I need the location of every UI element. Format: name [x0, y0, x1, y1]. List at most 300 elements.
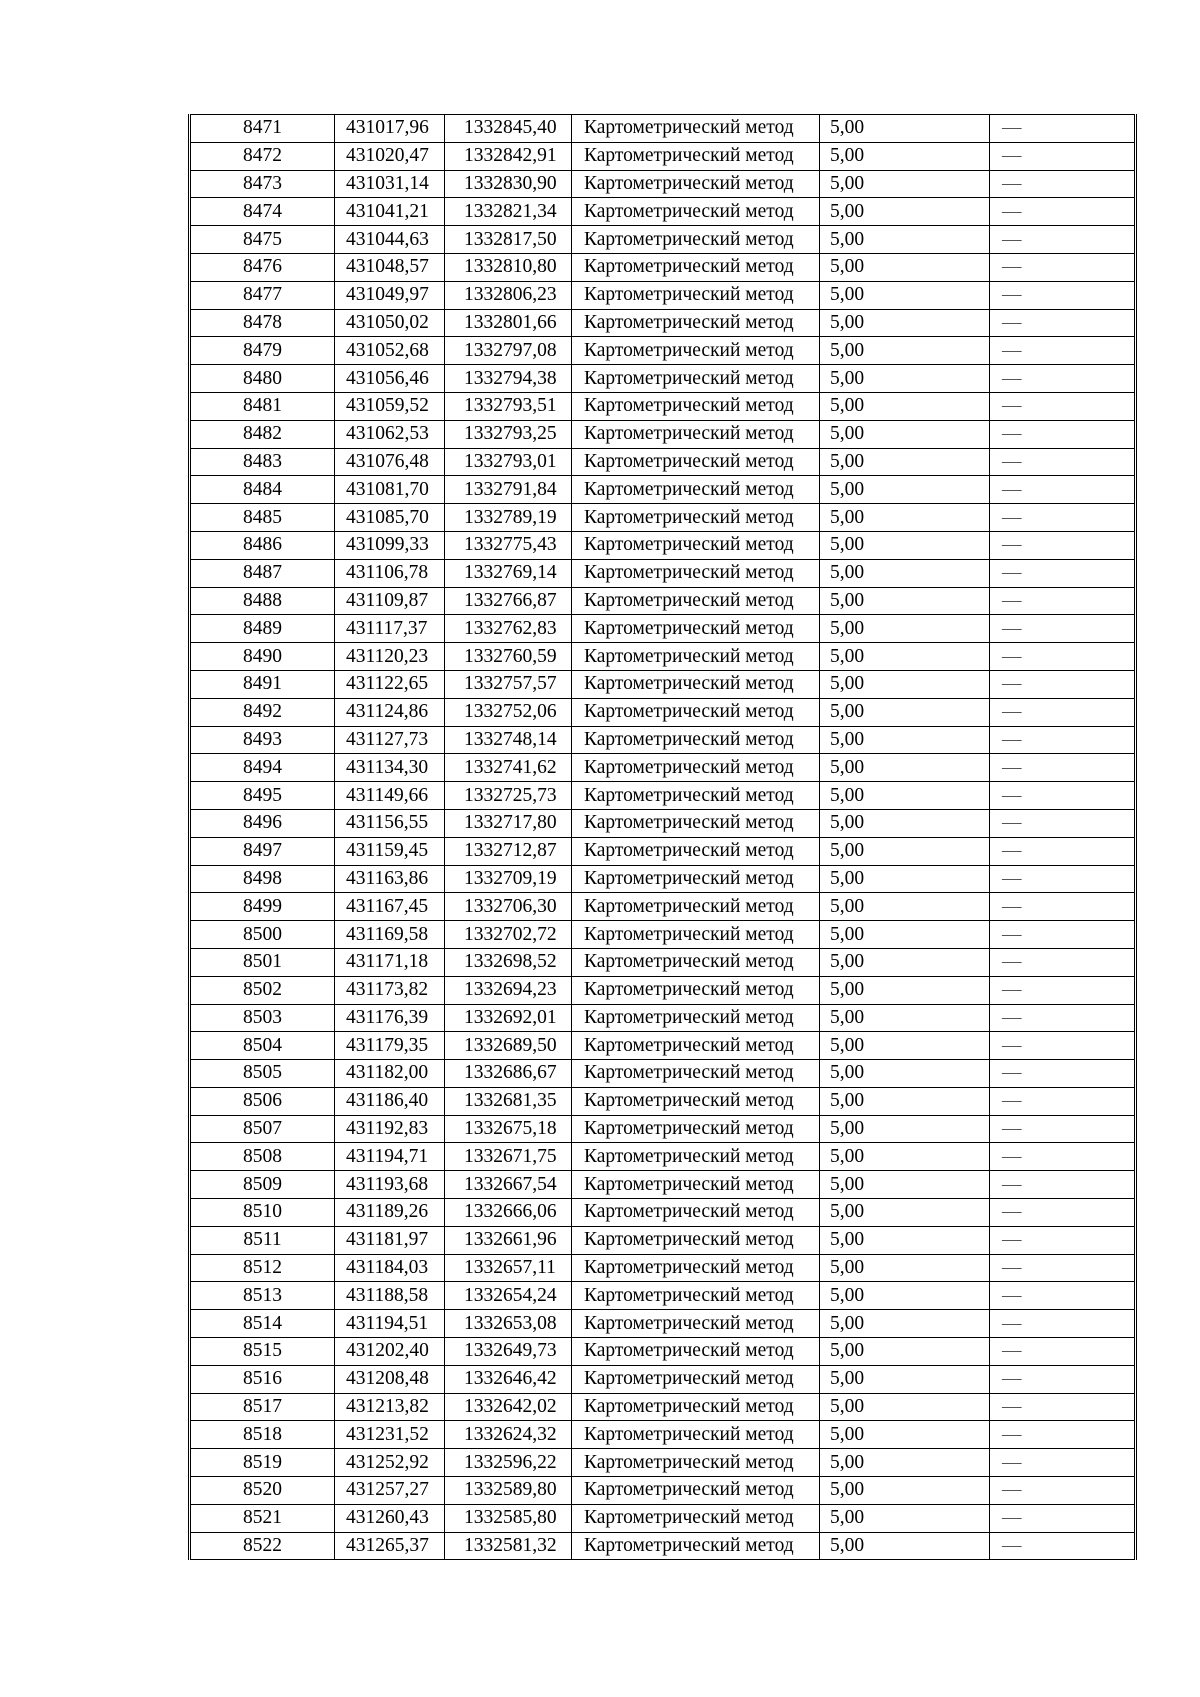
note-cell: — — [990, 198, 1136, 226]
method-cell: Картометрический метод — [572, 531, 820, 559]
x-coordinate-cell: 431031,14 — [335, 170, 445, 198]
note-cell: — — [990, 504, 1136, 532]
accuracy-cell: 5,00 — [820, 226, 990, 254]
accuracy-cell: 5,00 — [820, 1532, 990, 1560]
y-coordinate-cell: 1332801,66 — [445, 309, 572, 337]
table-row — [190, 1226, 1136, 1254]
x-coordinate-cell: 431169,58 — [335, 921, 445, 949]
note-cell: — — [990, 365, 1136, 393]
point-number-cell: 8521 — [190, 1504, 335, 1532]
x-coordinate-cell: 431192,83 — [335, 1115, 445, 1143]
note-cell: — — [990, 392, 1136, 420]
table-row — [190, 754, 1136, 782]
method-cell: Картометрический метод — [572, 948, 820, 976]
note-cell: — — [990, 587, 1136, 615]
table-row — [190, 504, 1136, 532]
accuracy-cell: 5,00 — [820, 893, 990, 921]
method-cell: Картометрический метод — [572, 504, 820, 532]
point-number-cell: 8522 — [190, 1532, 335, 1560]
y-coordinate-cell: 1332810,80 — [445, 253, 572, 281]
point-number-cell: 8475 — [190, 226, 335, 254]
method-cell: Картометрический метод — [572, 1310, 820, 1338]
point-number-cell: 8480 — [190, 365, 335, 393]
table-row — [190, 559, 1136, 587]
note-cell: — — [990, 448, 1136, 476]
y-coordinate-cell: 1332793,51 — [445, 392, 572, 420]
method-cell: Картометрический метод — [572, 1532, 820, 1560]
y-coordinate-cell: 1332741,62 — [445, 754, 572, 782]
accuracy-cell: 5,00 — [820, 1477, 990, 1505]
note-cell: — — [990, 1532, 1136, 1560]
y-coordinate-cell: 1332661,96 — [445, 1226, 572, 1254]
point-number-cell: 8501 — [190, 948, 335, 976]
y-coordinate-cell: 1332748,14 — [445, 726, 572, 754]
y-coordinate-cell: 1332657,11 — [445, 1254, 572, 1282]
table-row — [190, 1393, 1136, 1421]
accuracy-cell: 5,00 — [820, 420, 990, 448]
y-coordinate-cell: 1332769,14 — [445, 559, 572, 587]
y-coordinate-cell: 1332793,01 — [445, 448, 572, 476]
accuracy-cell: 5,00 — [820, 170, 990, 198]
point-number-cell: 8492 — [190, 698, 335, 726]
table-row — [190, 837, 1136, 865]
y-coordinate-cell: 1332752,06 — [445, 698, 572, 726]
method-cell: Картометрический метод — [572, 1393, 820, 1421]
x-coordinate-cell: 431050,02 — [335, 309, 445, 337]
accuracy-cell: 5,00 — [820, 448, 990, 476]
y-coordinate-cell: 1332596,22 — [445, 1449, 572, 1477]
x-coordinate-cell: 431193,68 — [335, 1171, 445, 1199]
method-cell: Картометрический метод — [572, 281, 820, 309]
accuracy-cell: 5,00 — [820, 643, 990, 671]
note-cell: — — [990, 476, 1136, 504]
note-cell: — — [990, 1393, 1136, 1421]
note-cell: — — [990, 1477, 1136, 1505]
point-number-cell: 8486 — [190, 531, 335, 559]
note-cell: — — [990, 309, 1136, 337]
y-coordinate-cell: 1332681,35 — [445, 1087, 572, 1115]
x-coordinate-cell: 431163,86 — [335, 865, 445, 893]
y-coordinate-cell: 1332760,59 — [445, 643, 572, 671]
point-number-cell: 8514 — [190, 1310, 335, 1338]
method-cell: Картометрический метод — [572, 1504, 820, 1532]
y-coordinate-cell: 1332692,01 — [445, 1004, 572, 1032]
point-number-cell: 8477 — [190, 281, 335, 309]
accuracy-cell: 5,00 — [820, 1060, 990, 1088]
table-row — [190, 1060, 1136, 1088]
y-coordinate-cell: 1332842,91 — [445, 142, 572, 170]
y-coordinate-cell: 1332817,50 — [445, 226, 572, 254]
method-cell: Картометрический метод — [572, 420, 820, 448]
accuracy-cell: 5,00 — [820, 504, 990, 532]
method-cell: Картометрический метод — [572, 1143, 820, 1171]
accuracy-cell: 5,00 — [820, 587, 990, 615]
x-coordinate-cell: 431265,37 — [335, 1532, 445, 1560]
table-row — [190, 698, 1136, 726]
note-cell: — — [990, 921, 1136, 949]
point-number-cell: 8511 — [190, 1226, 335, 1254]
point-number-cell: 8513 — [190, 1282, 335, 1310]
table-row — [190, 392, 1136, 420]
table-row — [190, 615, 1136, 643]
point-number-cell: 8505 — [190, 1060, 335, 1088]
x-coordinate-cell: 431179,35 — [335, 1032, 445, 1060]
x-coordinate-cell: 431122,65 — [335, 670, 445, 698]
x-coordinate-cell: 431149,66 — [335, 782, 445, 810]
x-coordinate-cell: 431186,40 — [335, 1087, 445, 1115]
accuracy-cell: 5,00 — [820, 976, 990, 1004]
x-coordinate-cell: 431062,53 — [335, 420, 445, 448]
method-cell: Картометрический метод — [572, 1087, 820, 1115]
accuracy-cell: 5,00 — [820, 1282, 990, 1310]
y-coordinate-cell: 1332654,24 — [445, 1282, 572, 1310]
note-cell: — — [990, 670, 1136, 698]
method-cell: Картометрический метод — [572, 309, 820, 337]
y-coordinate-cell: 1332624,32 — [445, 1421, 572, 1449]
table-row — [190, 253, 1136, 281]
x-coordinate-cell: 431184,03 — [335, 1254, 445, 1282]
note-cell: — — [990, 754, 1136, 782]
point-number-cell: 8483 — [190, 448, 335, 476]
x-coordinate-cell: 431171,18 — [335, 948, 445, 976]
accuracy-cell: 5,00 — [820, 670, 990, 698]
x-coordinate-cell: 431106,78 — [335, 559, 445, 587]
y-coordinate-cell: 1332709,19 — [445, 865, 572, 893]
table-row — [190, 1504, 1136, 1532]
method-cell: Картометрический метод — [572, 782, 820, 810]
note-cell: — — [990, 782, 1136, 810]
y-coordinate-cell: 1332717,80 — [445, 809, 572, 837]
point-number-cell: 8487 — [190, 559, 335, 587]
method-cell: Картометрический метод — [572, 670, 820, 698]
accuracy-cell: 5,00 — [820, 392, 990, 420]
accuracy-cell: 5,00 — [820, 809, 990, 837]
accuracy-cell: 5,00 — [820, 1115, 990, 1143]
point-number-cell: 8489 — [190, 615, 335, 643]
accuracy-cell: 5,00 — [820, 1254, 990, 1282]
accuracy-cell: 5,00 — [820, 309, 990, 337]
method-cell: Картометрический метод — [572, 198, 820, 226]
method-cell: Картометрический метод — [572, 698, 820, 726]
method-cell: Картометрический метод — [572, 226, 820, 254]
y-coordinate-cell: 1332762,83 — [445, 615, 572, 643]
method-cell: Картометрический метод — [572, 976, 820, 1004]
accuracy-cell: 5,00 — [820, 1393, 990, 1421]
method-cell: Картометрический метод — [572, 754, 820, 782]
note-cell: — — [990, 1365, 1136, 1393]
table-row — [190, 865, 1136, 893]
point-number-cell: 8491 — [190, 670, 335, 698]
table-row — [190, 281, 1136, 309]
point-number-cell: 8504 — [190, 1032, 335, 1060]
x-coordinate-cell: 431173,82 — [335, 976, 445, 1004]
table-row — [190, 365, 1136, 393]
table-row — [190, 1171, 1136, 1199]
note-cell: — — [990, 559, 1136, 587]
accuracy-cell: 5,00 — [820, 865, 990, 893]
point-number-cell: 8503 — [190, 1004, 335, 1032]
table-row — [190, 782, 1136, 810]
x-coordinate-cell: 431085,70 — [335, 504, 445, 532]
y-coordinate-cell: 1332642,02 — [445, 1393, 572, 1421]
x-coordinate-cell: 431020,47 — [335, 142, 445, 170]
point-number-cell: 8502 — [190, 976, 335, 1004]
y-coordinate-cell: 1332766,87 — [445, 587, 572, 615]
table-row — [190, 1365, 1136, 1393]
x-coordinate-cell: 431076,48 — [335, 448, 445, 476]
accuracy-cell: 5,00 — [820, 1226, 990, 1254]
y-coordinate-cell: 1332649,73 — [445, 1338, 572, 1366]
method-cell: Картометрический метод — [572, 615, 820, 643]
point-number-cell: 8494 — [190, 754, 335, 782]
table-row — [190, 1087, 1136, 1115]
point-number-cell: 8484 — [190, 476, 335, 504]
x-coordinate-cell: 431041,21 — [335, 198, 445, 226]
x-coordinate-cell: 431231,52 — [335, 1421, 445, 1449]
coordinates-table — [188, 114, 1137, 1560]
table-row — [190, 198, 1136, 226]
note-cell: — — [990, 1115, 1136, 1143]
y-coordinate-cell: 1332689,50 — [445, 1032, 572, 1060]
method-cell: Картометрический метод — [572, 837, 820, 865]
table-row — [190, 531, 1136, 559]
note-cell: — — [990, 253, 1136, 281]
y-coordinate-cell: 1332585,80 — [445, 1504, 572, 1532]
x-coordinate-cell: 431260,43 — [335, 1504, 445, 1532]
table-row — [190, 476, 1136, 504]
y-coordinate-cell: 1332686,67 — [445, 1060, 572, 1088]
note-cell: — — [990, 1087, 1136, 1115]
accuracy-cell: 5,00 — [820, 1032, 990, 1060]
y-coordinate-cell: 1332653,08 — [445, 1310, 572, 1338]
note-cell: — — [990, 1310, 1136, 1338]
note-cell: — — [990, 281, 1136, 309]
table-row — [190, 1310, 1136, 1338]
x-coordinate-cell: 431156,55 — [335, 809, 445, 837]
method-cell: Картометрический метод — [572, 1032, 820, 1060]
point-number-cell: 8510 — [190, 1199, 335, 1227]
method-cell: Картометрический метод — [572, 142, 820, 170]
accuracy-cell: 5,00 — [820, 559, 990, 587]
point-number-cell: 8471 — [190, 115, 335, 143]
method-cell: Картометрический метод — [572, 170, 820, 198]
table-row — [190, 587, 1136, 615]
accuracy-cell: 5,00 — [820, 1087, 990, 1115]
x-coordinate-cell: 431182,00 — [335, 1060, 445, 1088]
table-row — [190, 115, 1136, 143]
x-coordinate-cell: 431017,96 — [335, 115, 445, 143]
x-coordinate-cell: 431194,71 — [335, 1143, 445, 1171]
note-cell: — — [990, 1254, 1136, 1282]
point-number-cell: 8499 — [190, 893, 335, 921]
x-coordinate-cell: 431252,92 — [335, 1449, 445, 1477]
accuracy-cell: 5,00 — [820, 1171, 990, 1199]
accuracy-cell: 5,00 — [820, 1143, 990, 1171]
note-cell: — — [990, 976, 1136, 1004]
point-number-cell: 8474 — [190, 198, 335, 226]
y-coordinate-cell: 1332791,84 — [445, 476, 572, 504]
method-cell: Картометрический метод — [572, 1171, 820, 1199]
y-coordinate-cell: 1332793,25 — [445, 420, 572, 448]
point-number-cell: 8478 — [190, 309, 335, 337]
point-number-cell: 8507 — [190, 1115, 335, 1143]
method-cell: Картометрический метод — [572, 1365, 820, 1393]
table-row — [190, 309, 1136, 337]
table-row — [190, 1421, 1136, 1449]
note-cell: — — [990, 809, 1136, 837]
point-number-cell: 8476 — [190, 253, 335, 281]
table-row — [190, 1477, 1136, 1505]
point-number-cell: 8481 — [190, 392, 335, 420]
x-coordinate-cell: 431188,58 — [335, 1282, 445, 1310]
point-number-cell: 8516 — [190, 1365, 335, 1393]
note-cell: — — [990, 1338, 1136, 1366]
y-coordinate-cell: 1332845,40 — [445, 115, 572, 143]
y-coordinate-cell: 1332698,52 — [445, 948, 572, 976]
point-number-cell: 8498 — [190, 865, 335, 893]
note-cell: — — [990, 1282, 1136, 1310]
accuracy-cell: 5,00 — [820, 253, 990, 281]
accuracy-cell: 5,00 — [820, 476, 990, 504]
x-coordinate-cell: 431134,30 — [335, 754, 445, 782]
accuracy-cell: 5,00 — [820, 948, 990, 976]
method-cell: Картометрический метод — [572, 726, 820, 754]
method-cell: Картометрический метод — [572, 1199, 820, 1227]
table-row — [190, 1032, 1136, 1060]
note-cell: — — [990, 420, 1136, 448]
note-cell: — — [990, 1421, 1136, 1449]
y-coordinate-cell: 1332675,18 — [445, 1115, 572, 1143]
point-number-cell: 8515 — [190, 1338, 335, 1366]
x-coordinate-cell: 431194,51 — [335, 1310, 445, 1338]
table-row — [190, 420, 1136, 448]
accuracy-cell: 5,00 — [820, 1365, 990, 1393]
accuracy-cell: 5,00 — [820, 726, 990, 754]
point-number-cell: 8517 — [190, 1393, 335, 1421]
accuracy-cell: 5,00 — [820, 1310, 990, 1338]
y-coordinate-cell: 1332821,34 — [445, 198, 572, 226]
y-coordinate-cell: 1332797,08 — [445, 337, 572, 365]
x-coordinate-cell: 431048,57 — [335, 253, 445, 281]
table-body — [190, 115, 1136, 1560]
note-cell: — — [990, 1060, 1136, 1088]
point-number-cell: 8495 — [190, 782, 335, 810]
method-cell: Картометрический метод — [572, 893, 820, 921]
x-coordinate-cell: 431124,86 — [335, 698, 445, 726]
method-cell: Картометрический метод — [572, 1338, 820, 1366]
table-row — [190, 670, 1136, 698]
x-coordinate-cell: 431181,97 — [335, 1226, 445, 1254]
method-cell: Картометрический метод — [572, 865, 820, 893]
note-cell: — — [990, 1449, 1136, 1477]
note-cell: — — [990, 893, 1136, 921]
point-number-cell: 8479 — [190, 337, 335, 365]
accuracy-cell: 5,00 — [820, 1421, 990, 1449]
note-cell: — — [990, 726, 1136, 754]
table-row — [190, 726, 1136, 754]
note-cell: — — [990, 1504, 1136, 1532]
method-cell: Картометрический метод — [572, 1115, 820, 1143]
table-row — [190, 1004, 1136, 1032]
x-coordinate-cell: 431159,45 — [335, 837, 445, 865]
note-cell: — — [990, 615, 1136, 643]
method-cell: Картометрический метод — [572, 1449, 820, 1477]
y-coordinate-cell: 1332806,23 — [445, 281, 572, 309]
accuracy-cell: 5,00 — [820, 281, 990, 309]
table-row — [190, 1199, 1136, 1227]
x-coordinate-cell: 431052,68 — [335, 337, 445, 365]
method-cell: Картометрический метод — [572, 587, 820, 615]
y-coordinate-cell: 1332702,72 — [445, 921, 572, 949]
point-number-cell: 8512 — [190, 1254, 335, 1282]
accuracy-cell: 5,00 — [820, 337, 990, 365]
y-coordinate-cell: 1332694,23 — [445, 976, 572, 1004]
accuracy-cell: 5,00 — [820, 615, 990, 643]
accuracy-cell: 5,00 — [820, 531, 990, 559]
note-cell: — — [990, 643, 1136, 671]
accuracy-cell: 5,00 — [820, 837, 990, 865]
x-coordinate-cell: 431167,45 — [335, 893, 445, 921]
x-coordinate-cell: 431044,63 — [335, 226, 445, 254]
method-cell: Картометрический метод — [572, 1421, 820, 1449]
y-coordinate-cell: 1332789,19 — [445, 504, 572, 532]
x-coordinate-cell: 431099,33 — [335, 531, 445, 559]
point-number-cell: 8485 — [190, 504, 335, 532]
method-cell: Картометрический метод — [572, 1254, 820, 1282]
note-cell: — — [990, 865, 1136, 893]
accuracy-cell: 5,00 — [820, 1504, 990, 1532]
y-coordinate-cell: 1332757,57 — [445, 670, 572, 698]
point-number-cell: 8496 — [190, 809, 335, 837]
point-number-cell: 8482 — [190, 420, 335, 448]
accuracy-cell: 5,00 — [820, 198, 990, 226]
note-cell: — — [990, 1004, 1136, 1032]
note-cell: — — [990, 226, 1136, 254]
y-coordinate-cell: 1332830,90 — [445, 170, 572, 198]
table-row — [190, 1532, 1136, 1560]
y-coordinate-cell: 1332671,75 — [445, 1143, 572, 1171]
method-cell: Картометрический метод — [572, 921, 820, 949]
accuracy-cell: 5,00 — [820, 1004, 990, 1032]
point-number-cell: 8518 — [190, 1421, 335, 1449]
accuracy-cell: 5,00 — [820, 142, 990, 170]
method-cell: Картометрический метод — [572, 476, 820, 504]
table-row — [190, 1254, 1136, 1282]
method-cell: Картометрический метод — [572, 643, 820, 671]
table-row — [190, 1115, 1136, 1143]
note-cell: — — [990, 115, 1136, 143]
table-row — [190, 921, 1136, 949]
method-cell: Картометрический метод — [572, 392, 820, 420]
method-cell: Картометрический метод — [572, 1226, 820, 1254]
x-coordinate-cell: 431120,23 — [335, 643, 445, 671]
x-coordinate-cell: 431127,73 — [335, 726, 445, 754]
accuracy-cell: 5,00 — [820, 365, 990, 393]
table-row — [190, 809, 1136, 837]
x-coordinate-cell: 431117,37 — [335, 615, 445, 643]
note-cell: — — [990, 1032, 1136, 1060]
table-row — [190, 226, 1136, 254]
point-number-cell: 8472 — [190, 142, 335, 170]
point-number-cell: 8509 — [190, 1171, 335, 1199]
x-coordinate-cell: 431202,40 — [335, 1338, 445, 1366]
note-cell: — — [990, 1171, 1136, 1199]
y-coordinate-cell: 1332581,32 — [445, 1532, 572, 1560]
point-number-cell: 8508 — [190, 1143, 335, 1171]
x-coordinate-cell: 431056,46 — [335, 365, 445, 393]
x-coordinate-cell: 431213,82 — [335, 1393, 445, 1421]
accuracy-cell: 5,00 — [820, 1449, 990, 1477]
